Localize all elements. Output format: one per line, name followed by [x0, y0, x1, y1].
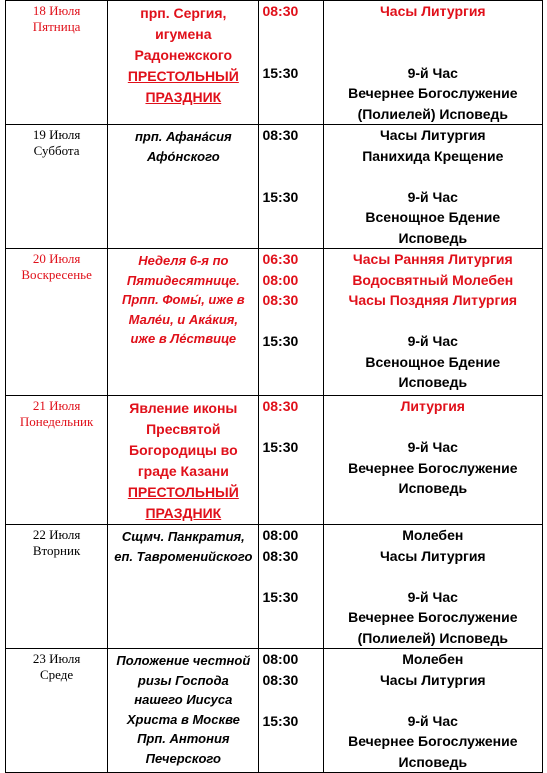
service-time	[259, 417, 322, 438]
feast-line: еп. Тавроменийского	[114, 548, 253, 564]
service-time: 08:00	[262, 527, 299, 543]
service-name: (Полиелей) Исповедь	[357, 105, 508, 122]
date-cell	[6, 1, 108, 125]
weekday-text: Вторник	[32, 543, 81, 558]
service-name: 9-й Час	[407, 712, 458, 729]
service-time: 08:30	[262, 398, 299, 414]
service-name	[324, 311, 542, 332]
feast-text	[108, 125, 258, 166]
feast-line: Мале́и, и Ака́кия,	[128, 311, 239, 327]
service-time: 15:30	[262, 333, 299, 349]
feast-line: Явление иконы	[129, 400, 238, 416]
time-cell	[259, 125, 323, 249]
service-name: 9-й Час	[407, 188, 458, 205]
date-text: 19 Июля	[32, 127, 81, 142]
service-time: 08:00	[262, 651, 299, 667]
date-text: 18 Июля	[32, 3, 81, 18]
service-time	[259, 628, 322, 649]
service-time: 08:00	[262, 271, 299, 288]
day-row	[6, 1, 543, 125]
service-name: Исповедь	[398, 753, 468, 770]
service-time	[259, 566, 322, 587]
feast-text	[108, 525, 258, 566]
feast-line: Пресвятой	[146, 421, 221, 437]
service-name	[324, 166, 542, 187]
feast-line: прп. Сергия,	[140, 5, 227, 21]
feast-line: Неделя 6-я по	[138, 253, 229, 268]
feast-line: Прп. Антония	[137, 731, 230, 746]
day-row	[6, 649, 543, 773]
service-time: 15:30	[262, 64, 299, 81]
service-time	[259, 311, 322, 332]
date-text: 23 Июля	[32, 651, 81, 666]
service-time: 08:30	[262, 547, 299, 564]
service-name: 9-й Час	[407, 588, 458, 605]
service-name: Вечернее Богослужение	[348, 609, 518, 625]
feast-text	[108, 249, 258, 349]
service-time	[259, 731, 322, 752]
service-time: 08:30	[262, 3, 299, 19]
service-cell	[323, 649, 542, 773]
feast-line: ПРАЗДНИК	[145, 89, 222, 105]
time-cell	[259, 396, 323, 525]
feast-line: игумена	[155, 26, 212, 42]
weekday-text: Воскресенье	[21, 267, 92, 282]
service-name: Исповедь	[398, 374, 468, 390]
service-time: 15:30	[262, 588, 299, 605]
service-name: Исповедь	[398, 480, 468, 496]
weekday-text: Понедельник	[19, 414, 94, 429]
weekday-text: Суббота	[33, 143, 80, 158]
feast-line: Христа в Москве	[126, 711, 240, 727]
time-cell	[259, 249, 323, 396]
service-time: 15:30	[262, 712, 299, 729]
service-time	[259, 690, 322, 711]
day-row	[6, 396, 543, 525]
service-name	[324, 417, 542, 438]
service-time	[259, 146, 322, 167]
service-name: (Полиелей) Исповедь	[357, 629, 508, 646]
day-row	[6, 249, 543, 396]
time-cell	[259, 525, 323, 649]
service-time	[259, 42, 322, 63]
feast-text	[108, 396, 258, 524]
service-name	[324, 566, 542, 587]
feast-cell	[108, 396, 259, 525]
service-name: Часы Литургия	[379, 127, 486, 143]
service-cell	[323, 249, 542, 396]
service-name: Вечернее Богослужение	[348, 85, 518, 101]
day-row	[6, 525, 543, 649]
feast-line: Печерского	[145, 750, 221, 766]
date-cell	[6, 649, 108, 773]
feast-cell	[108, 525, 259, 649]
service-time	[259, 478, 322, 499]
feast-line: иже в Ле́ствице	[130, 331, 237, 346]
service-name: 9-й Час	[407, 439, 458, 455]
service-cell	[323, 525, 542, 649]
date-cell	[6, 396, 108, 525]
day-label	[6, 249, 107, 283]
service-name: Всенощное Бдение	[365, 353, 501, 370]
service-time: 08:30	[262, 671, 299, 688]
feast-line: Богородицы во	[129, 442, 238, 458]
service-name: Литургия	[400, 398, 465, 414]
service-name: Молебен	[402, 651, 464, 667]
service-name: Вечернее Богослужение	[348, 733, 518, 749]
service-cell	[323, 125, 542, 249]
feast-line: ПРАЗДНИК	[145, 505, 222, 521]
service-time	[259, 228, 322, 249]
time-cell	[259, 1, 323, 125]
feast-line: ПРЕСТОЛЬНЫЙ	[127, 484, 239, 500]
day-label	[6, 649, 107, 683]
date-text: 20 Июля	[32, 251, 81, 266]
service-time: 06:30	[262, 251, 299, 267]
feast-line: нашего Иисуса	[134, 692, 233, 707]
service-time	[259, 83, 322, 104]
feast-line: Афо́нского	[146, 148, 220, 164]
service-name: Часы Поздняя Литургия	[348, 292, 518, 308]
service-name: Часы Литургия	[379, 671, 486, 688]
day-label	[6, 125, 107, 159]
service-name	[324, 690, 542, 711]
service-time	[259, 607, 322, 628]
feast-cell	[108, 125, 259, 249]
service-name: Водосвятный Молебен	[352, 271, 514, 288]
day-label	[6, 525, 107, 559]
feast-line: граде Казани	[137, 463, 229, 479]
service-time: 15:30	[262, 188, 299, 205]
feast-cell	[108, 249, 259, 396]
feast-line: Сщмч. Панкратия,	[121, 529, 245, 544]
service-name: Молебен	[402, 527, 464, 543]
service-time: 15:30	[262, 439, 299, 455]
service-name: Панихида Крещение	[362, 147, 504, 164]
feast-text	[108, 1, 258, 108]
feast-line: Положение честной	[116, 653, 251, 668]
service-name: Исповедь	[398, 229, 468, 246]
service-name: Вечернее Богослужение	[348, 459, 518, 476]
date-text: 22 Июля	[32, 527, 81, 542]
schedule-rows	[6, 1, 543, 773]
service-name: Всенощное Бдение	[365, 209, 501, 225]
service-time: 08:30	[262, 127, 299, 143]
weekday-text: Пятница	[32, 19, 81, 34]
feast-cell	[108, 649, 259, 773]
service-name: 9-й Час	[407, 333, 458, 349]
service-time	[259, 104, 322, 125]
service-time: 08:30	[262, 292, 299, 308]
service-name: Часы Литургия	[379, 3, 486, 19]
feast-line: ПРЕСТОЛЬНЫЙ	[127, 68, 239, 84]
service-name: 9-й Час	[407, 64, 458, 81]
date-text: 21 Июля	[32, 398, 81, 413]
service-cell	[323, 1, 542, 125]
service-time	[259, 372, 322, 393]
service-name: Часы Литургия	[379, 547, 486, 564]
date-cell	[6, 249, 108, 396]
feast-line: ризы Господа	[137, 672, 229, 688]
weekday-text: Среде	[40, 667, 74, 682]
service-time	[259, 352, 322, 373]
feast-text	[108, 649, 258, 768]
feast-line: Пятидесятнице.	[126, 272, 240, 288]
feast-line: прп. Афана́сия	[134, 129, 232, 144]
service-name	[324, 22, 542, 43]
date-cell	[6, 125, 108, 249]
day-label	[6, 1, 107, 35]
service-name: Часы Ранняя Литургия	[352, 251, 513, 267]
service-time	[259, 458, 322, 479]
service-time	[259, 22, 322, 43]
day-label	[6, 396, 107, 430]
feast-cell	[108, 1, 259, 125]
service-name	[324, 42, 542, 63]
service-time	[259, 166, 322, 187]
time-cell	[259, 649, 323, 773]
day-row	[6, 125, 543, 249]
schedule-table	[5, 0, 543, 773]
service-cell	[323, 396, 542, 525]
date-cell	[6, 525, 108, 649]
service-time	[259, 207, 322, 228]
feast-line: Радонежского	[134, 47, 233, 63]
feast-line: Прпп. Фомы́, иже в	[122, 292, 245, 307]
